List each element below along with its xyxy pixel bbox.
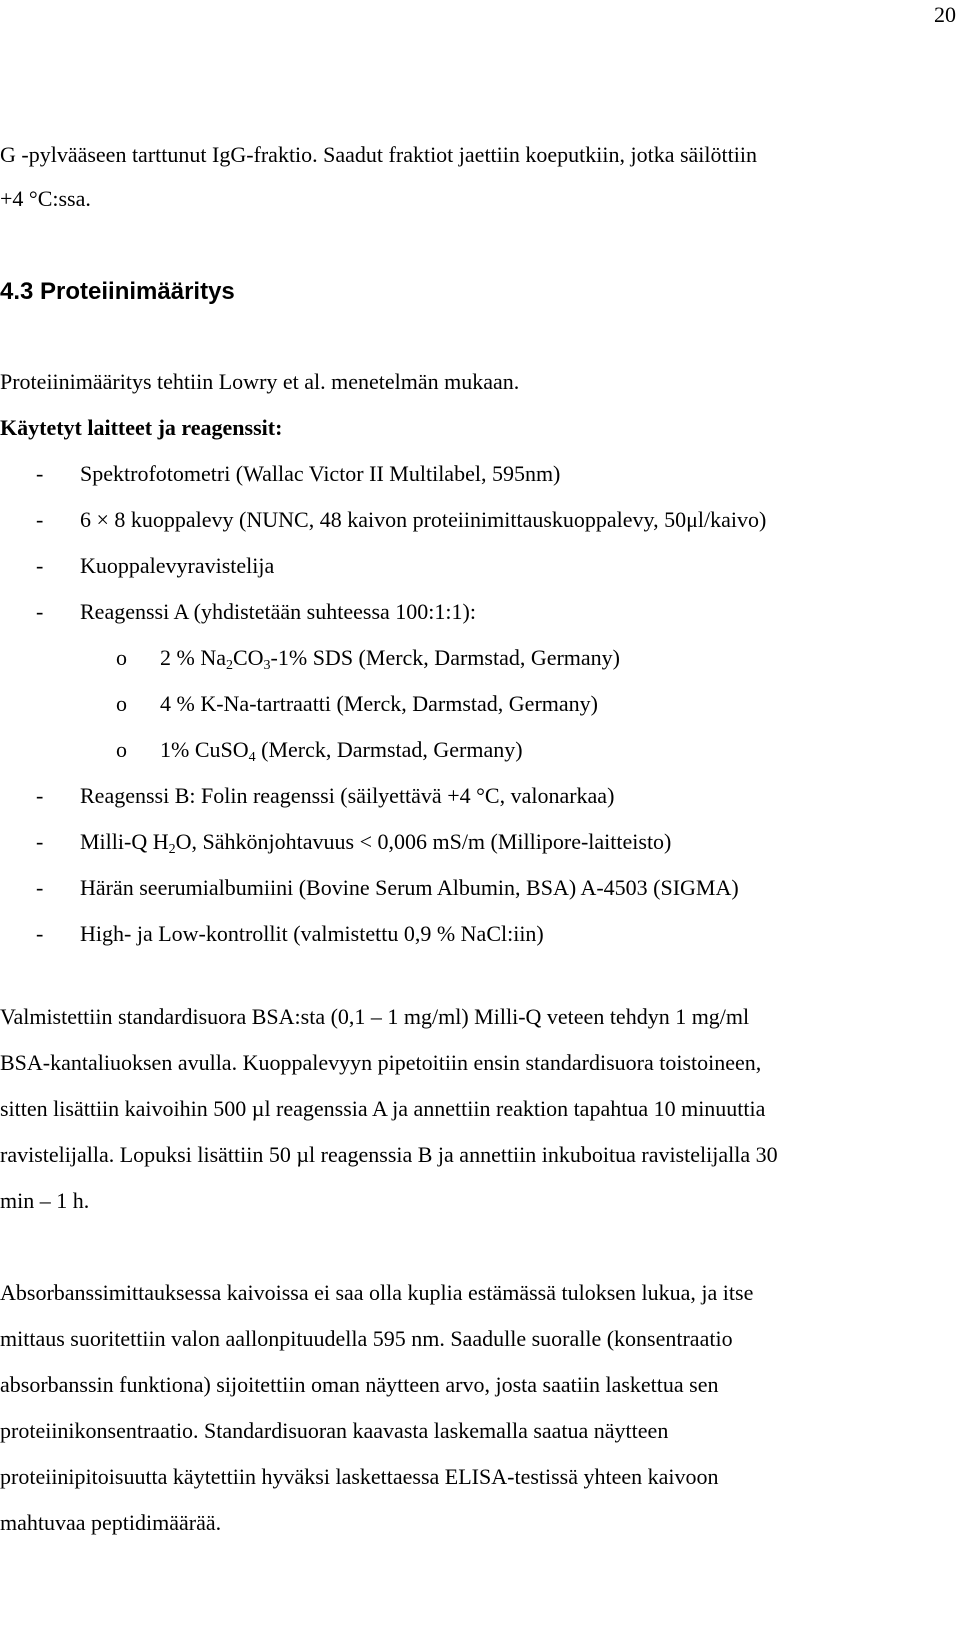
subitem-tartrate: 4 % K-Na-tartraatti (Merck, Darmstad, Germany) [160, 691, 598, 716]
continuation-line-1: G -pylvääseen tarttunut IgG-fraktio. Saadut fraktiot jaettiin koeputkiin, jotka säilöttiin [0, 142, 757, 167]
list-dash: - [36, 553, 44, 578]
list-item-controls: High- ja Low-kontrollit (valmistettu 0,9 % NaCl:iin) [80, 921, 544, 946]
subitem-sodium-carbonate: 2 % $Na_2CO_3-1\%$ SDS (Merck, Darmstad, Germany) [160, 645, 621, 673]
paragraph-2-line: Absorbanssimittauksessa kaivoissa ei saa olla kuplia estämässä tuloksen lukua, ja itse [0, 1280, 754, 1305]
continuation-line-2: +4 °C:ssa. [0, 186, 91, 211]
paragraph-1-line: ravistelijalla. Lopuksi lisättiin 50 µl reagenssia B ja annettiin inkuboitua ravistelijalla 30 [0, 1142, 778, 1167]
list-dash: - [36, 599, 44, 624]
paragraph-2-line: mittaus suoritettiin valon aallonpituudella 595 nm. Saadulle suoralle (konsentraatio [0, 1326, 733, 1351]
list-item-reagent-a: Reagenssi A (yhdistetään suhteessa 100:1:1): [80, 599, 476, 624]
list-item-shaker: Kuoppalevyravistelija [80, 553, 275, 578]
paragraph-1-line: BSA-kantaliuoksen avulla. Kuoppalevyyn pipetoitiin ensin standardisuora toistoineen, [0, 1050, 762, 1075]
list-item-milliq: Milli-Q $H_2O$, Sähkönjohtavuus < 0,006 mS/m (Millipore-laitteisto) [80, 829, 672, 857]
section-heading: 4.3 Proteiinimääritys [0, 278, 235, 305]
list-item-plate: 6 × 8 kuoppalevy (NUNC, 48 kaivon proteiinimittauskuoppalevy, 50μl/kaivo) [80, 507, 767, 532]
list-dash: - [36, 875, 44, 900]
paragraph-1-line: min – 1 h. [0, 1188, 90, 1213]
list-dash: - [36, 829, 44, 854]
paragraph-1-line: Valmistettiin standardisuora BSA:sta (0,1 – 1 mg/ml) Milli-Q veteen tehdyn 1 mg/ml [0, 1004, 750, 1029]
sub-bullet: o [116, 737, 127, 762]
list-dash: - [36, 921, 44, 946]
paragraph-2-line: absorbanssin funktiona) sijoitettiin oman näytteen arvo, josta saatiin laskettua sen [0, 1372, 719, 1397]
paragraph-2-line: mahtuvaa peptidimäärää. [0, 1510, 222, 1535]
list-item-reagent-b: Reagenssi B: Folin reagenssi (säilyettävä +4 °C, valonarkaa) [80, 783, 615, 808]
paragraph-2-line: proteiinipitoisuutta käytettiin hyväksi laskettaessa ELISA-testissä yhteen kaivoon [0, 1464, 719, 1489]
list-dash: - [36, 461, 44, 486]
list-item-spectrophotometer: Spektrofotometri (Wallac Victor II Multilabel, 595nm) [80, 461, 561, 486]
paragraph-1-line: sitten lisättiin kaivoihin 500 µl reagenssia A ja annettiin reaktion tapahtua 10 minuuttia [0, 1096, 766, 1121]
equipment-heading: Käytetyt laitteet ja reagenssit: [0, 415, 283, 440]
list-dash: - [36, 783, 44, 808]
paragraph-2-line: proteiinikonsentraatio. Standardisuoran kaavasta laskemalla saatua näytteen [0, 1418, 669, 1443]
intro-text: Proteiinimääritys tehtiin Lowry et al. menetelmän mukaan. [0, 369, 520, 394]
sub-bullet: o [116, 691, 127, 716]
subitem-copper-sulfate: 1% CuSO$_4$ (Merck, Darmstad, Germany) [160, 737, 523, 765]
list-item-bsa: Härän seerumialbumiini (Bovine Serum Albumin, BSA) A-4503 (SIGMA) [80, 875, 739, 900]
sub-bullet: o [116, 645, 127, 670]
page-number: 20 [934, 2, 956, 27]
list-dash: - [36, 507, 44, 532]
